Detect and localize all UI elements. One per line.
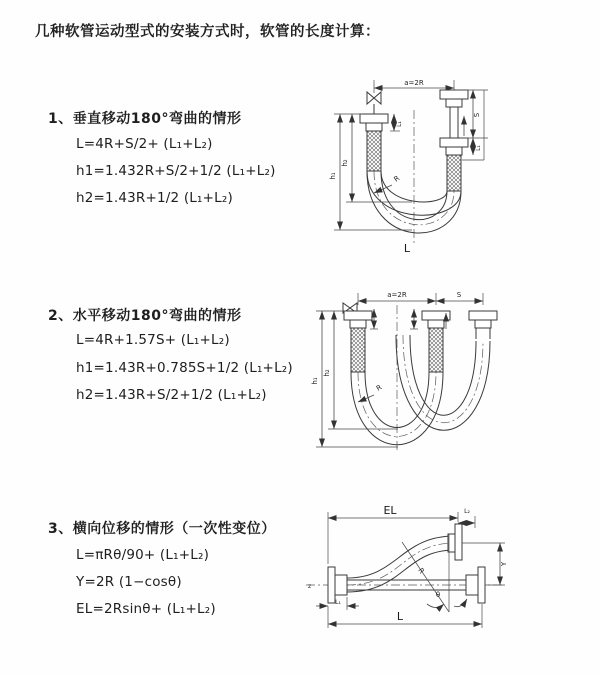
dim-s-label: S bbox=[473, 112, 481, 118]
left-braided-hose bbox=[367, 131, 381, 171]
dim-y-label: Y bbox=[500, 561, 508, 567]
dimension-s bbox=[436, 291, 483, 301]
vertical-180-bend-diagram bbox=[312, 68, 582, 256]
lateral-displacement-diagram bbox=[298, 498, 598, 666]
horizontal-180-bend-diagram bbox=[306, 281, 591, 466]
dim-a2r-label: a=2R bbox=[404, 79, 424, 87]
dimension-l1-left bbox=[390, 114, 403, 131]
radius-callout bbox=[358, 383, 383, 402]
dim-h2-label: h₂ bbox=[341, 159, 349, 167]
right-flange-fitting bbox=[469, 311, 497, 339]
dim-h1-label: h₁ bbox=[329, 172, 337, 180]
s-curve-hose bbox=[347, 536, 455, 592]
section-3-formula-Y: Y=2R (1−cosθ) bbox=[76, 574, 182, 590]
section-2-formula-h1: h1=1.43R+0.785S+1/2 (L₁+L₂) bbox=[76, 360, 293, 376]
dim-l1-left-label: L₁ bbox=[396, 121, 403, 127]
section-1-formula-h1: h1=1.432R+S/2+1/2 (L₁+L₂) bbox=[76, 163, 276, 179]
section-2-formula-h2: h2=1.43R+S/2+1/2 (L₁+L₂) bbox=[76, 387, 267, 403]
fitting-dimension-center bbox=[410, 309, 418, 329]
dimension-l1 bbox=[316, 597, 359, 610]
dimension-el bbox=[328, 504, 458, 564]
dimension-l bbox=[328, 604, 482, 628]
section-3-formula-L: L=πRθ/90+ (L₁+L₂) bbox=[76, 547, 210, 563]
radius-callout bbox=[374, 174, 401, 193]
section-1-formula-h2: h2=1.43R+1/2 (L₁+L₂) bbox=[76, 190, 233, 206]
length-L-label: L bbox=[403, 242, 411, 255]
dim-h2-label: h₂ bbox=[323, 369, 331, 377]
section-2-heading: 2、水平移动180°弯曲的情形 bbox=[48, 308, 242, 324]
section-1-formula-L: L=4R+S/2+ (L₁+L₂) bbox=[76, 136, 213, 152]
radius-label: R bbox=[392, 174, 402, 184]
dim-s-label: S bbox=[456, 291, 462, 299]
dim-a2r-label: a=2R bbox=[387, 291, 407, 299]
dimension-a2r bbox=[358, 291, 483, 305]
section-2-formula-L: L=4R+1.57S+ (L₁+L₂) bbox=[76, 332, 230, 348]
right-braided-hose bbox=[447, 155, 461, 191]
dim-h1-label: h₁ bbox=[311, 377, 319, 385]
section-3-formula-EL: EL=2Rsinθ+ (L₁+L₂) bbox=[76, 601, 216, 617]
dim-l2-label: L₂ bbox=[464, 508, 470, 515]
dim-el-label: EL bbox=[383, 504, 397, 517]
section-1-heading: 1、垂直移动180°弯曲的情形 bbox=[48, 111, 242, 127]
page-title: 几种软管运动型式的安装方式时，软管的长度计算： bbox=[35, 24, 380, 40]
dim-l-label: L bbox=[396, 610, 404, 623]
angle-theta-label: θ bbox=[435, 591, 441, 599]
left-flange-fitting bbox=[360, 114, 388, 131]
center-braided-hose bbox=[429, 328, 443, 372]
dim-l1-right-label: L₁ bbox=[475, 145, 482, 151]
top-right-flange-fitting bbox=[448, 524, 462, 560]
radius-label: R bbox=[375, 383, 384, 393]
dim-l1-label: L₁ bbox=[335, 599, 341, 606]
left-flange-fitting bbox=[344, 311, 372, 328]
left-flange-fitting bbox=[328, 567, 347, 603]
radius-label: R bbox=[416, 566, 426, 576]
valve-icon bbox=[367, 92, 381, 114]
centerline-break-mark: z bbox=[308, 583, 312, 590]
left-braided-hose bbox=[351, 328, 365, 372]
section-3-heading: 3、横向位移的情形（一次性变位） bbox=[48, 521, 276, 537]
